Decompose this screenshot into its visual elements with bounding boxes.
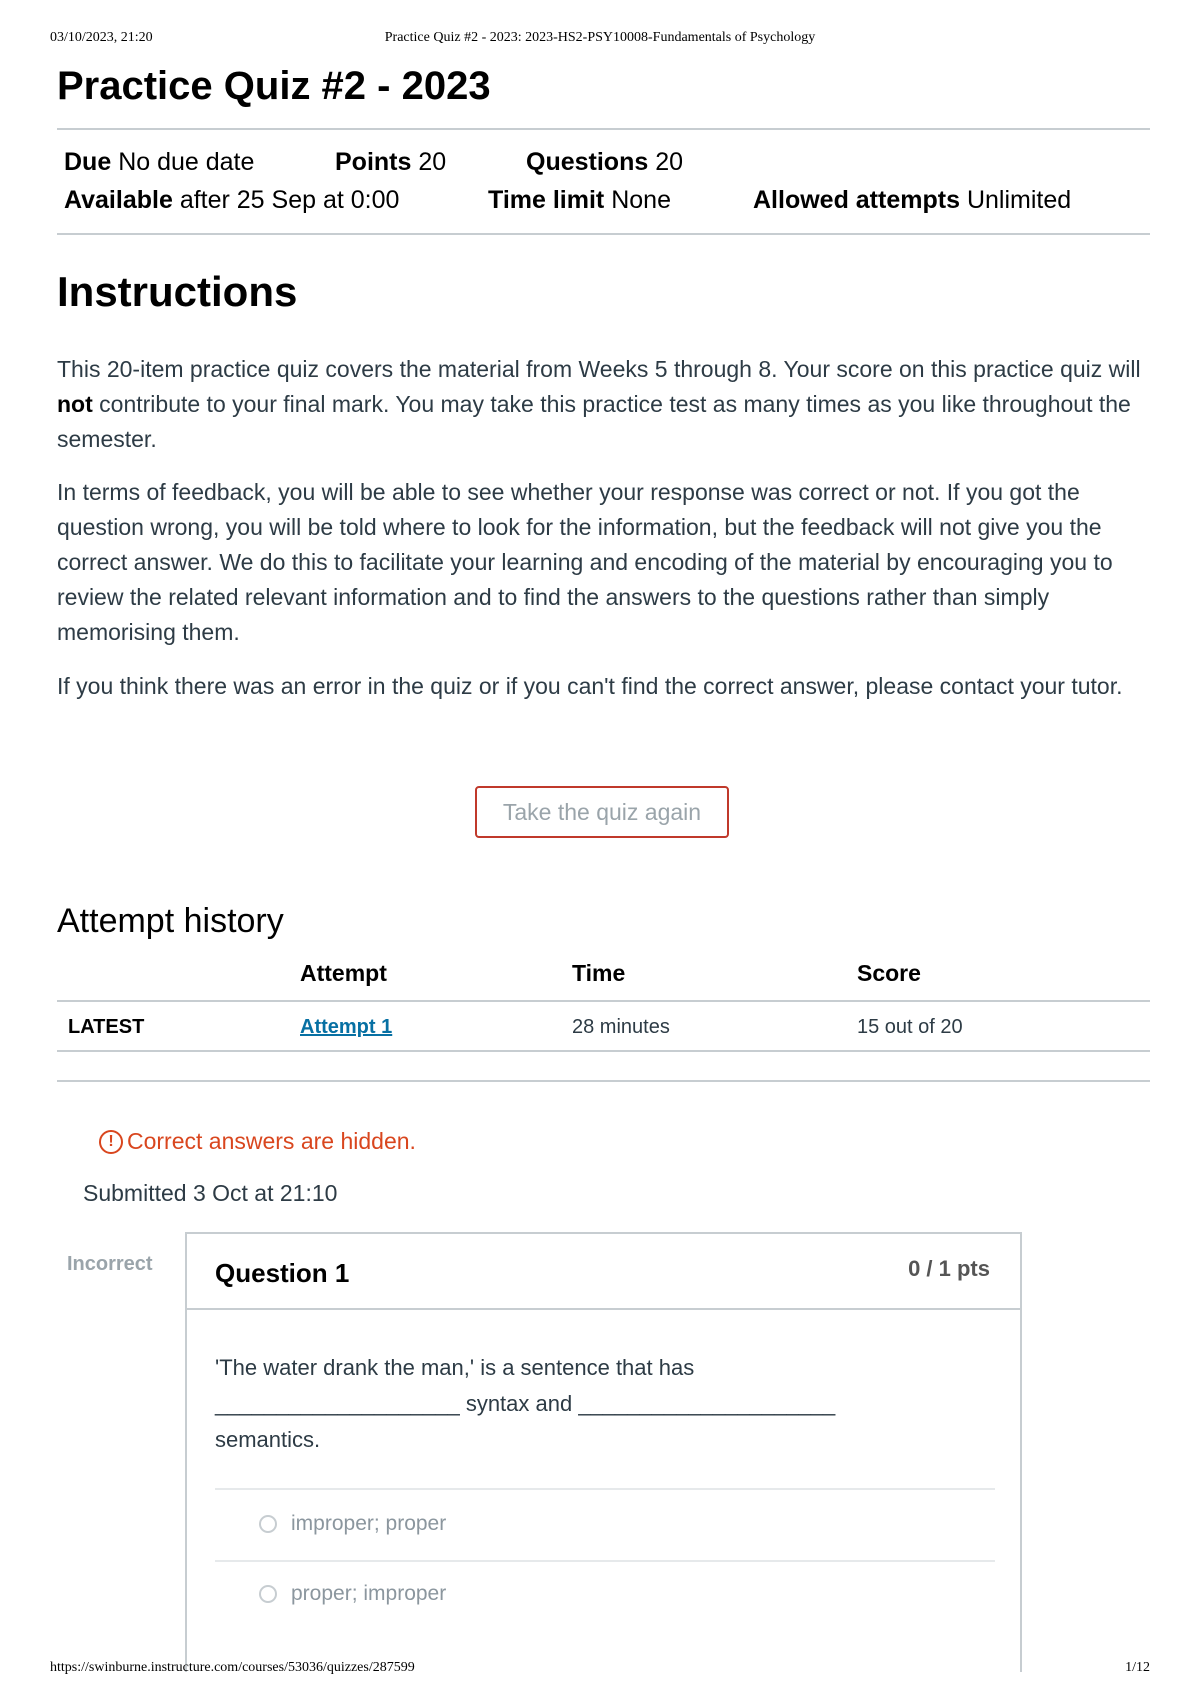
answer-option-label: improper; proper — [291, 1512, 447, 1535]
instructions-p1-text-a: This 20-item practice quiz covers the material from Weeks 5 through 8. Your score on this practice quiz will — [57, 356, 1141, 382]
meta-points-value: 20 — [418, 148, 447, 176]
instructions-paragraph-1 — [57, 352, 1150, 457]
correct-answers-hidden-notice — [99, 1128, 416, 1155]
print-header — [50, 30, 1150, 50]
meta-questions-label: Questions — [526, 148, 649, 176]
hidden-note-text: Correct answers are hidden. — [127, 1128, 416, 1154]
column-header-attempt: Attempt — [300, 960, 387, 986]
answer-option-label: proper; improper — [291, 1582, 447, 1605]
meta-available — [64, 186, 399, 215]
print-datetime: 03/10/2023, 21:20 — [50, 30, 153, 45]
print-url: https://swinburne.instructure.com/courses/53036/quizzes/287599 — [50, 1660, 415, 1675]
divider — [215, 1560, 995, 1562]
question-text — [215, 1350, 895, 1458]
divider — [57, 233, 1150, 235]
meta-attempts-value: Unlimited — [966, 186, 1072, 214]
page-title: Practice Quiz #2 - 2023 — [57, 64, 491, 108]
attempt-time: 28 minutes — [572, 1016, 670, 1038]
meta-questions — [526, 148, 683, 177]
meta-available-label: Available — [64, 186, 173, 214]
divider — [57, 1050, 1150, 1052]
latest-tag: LATEST — [68, 1016, 145, 1038]
print-doc-title: Practice Quiz #2 - 2023: 2023-HS2-PSY10008-Fundamentals of Psychology — [384, 30, 816, 45]
instructions-paragraph-2: In terms of feedback, you will be able to see whether your response was correct or not. If you got the question wrong, you will be told where to look for the information, but the feedback will not give you the correct answer. We do this to facilitate your learning and encoding of the material by encouraging you to review the related relevant information and to find the answers to the questions rather than simply memorising them. — [57, 479, 1113, 645]
answer-option[interactable] — [259, 1582, 446, 1606]
question-points: 0 / 1 pts — [908, 1256, 990, 1281]
question-card — [185, 1232, 1022, 1672]
divider — [57, 1080, 1150, 1082]
meta-due-label: Due — [64, 148, 112, 176]
column-header-score: Score — [857, 960, 921, 986]
radio-button-icon[interactable] — [259, 1515, 277, 1533]
attempt-history-heading: Attempt history — [57, 902, 284, 940]
meta-time-limit-value: None — [611, 186, 671, 214]
meta-questions-value: 20 — [655, 148, 684, 176]
meta-available-value: after 25 Sep at 0:00 — [179, 186, 400, 214]
meta-points-label: Points — [335, 148, 412, 176]
radio-button-icon[interactable] — [259, 1585, 277, 1603]
meta-points — [335, 148, 446, 177]
take-quiz-again-button[interactable]: Take the quiz again — [475, 786, 729, 838]
meta-attempts-label: Allowed attempts — [753, 186, 960, 214]
meta-time-limit — [488, 186, 671, 215]
question-text-line: ____________________ syntax and _____________________ — [215, 1391, 836, 1416]
divider — [57, 128, 1150, 130]
divider — [215, 1488, 995, 1490]
instructions-heading: Instructions — [57, 268, 298, 315]
question-text-line: semantics. — [215, 1427, 321, 1452]
question-header — [187, 1234, 1020, 1310]
question-status-badge: Incorrect — [67, 1253, 153, 1275]
instructions-p1-bold: not — [57, 391, 93, 417]
meta-due-value: No due date — [118, 148, 255, 176]
meta-time-limit-label: Time limit — [488, 186, 605, 214]
meta-due — [64, 148, 254, 177]
question-text-line: 'The water drank the man,' is a sentence that has — [215, 1355, 695, 1380]
meta-attempts — [753, 186, 1071, 215]
attempt-score: 15 out of 20 — [857, 1016, 963, 1038]
attempt-link[interactable]: Attempt 1 — [300, 1016, 393, 1038]
answer-option[interactable] — [259, 1512, 446, 1536]
column-header-time: Time — [572, 960, 626, 986]
question-title: Question 1 — [215, 1258, 350, 1288]
divider — [57, 1000, 1150, 1002]
print-footer — [50, 1660, 1150, 1680]
instructions-p1-text-b: contribute to your final mark. You may take this practice test as many times as you like throughout the semester. — [57, 391, 1131, 452]
submitted-timestamp: Submitted 3 Oct at 21:10 — [83, 1180, 338, 1206]
instructions-paragraph-3: If you think there was an error in the quiz or if you can't find the correct answer, please contact your tutor. — [57, 673, 1123, 699]
warning-icon: ! — [99, 1130, 123, 1154]
print-page-number: 1/12 — [1125, 1660, 1150, 1675]
